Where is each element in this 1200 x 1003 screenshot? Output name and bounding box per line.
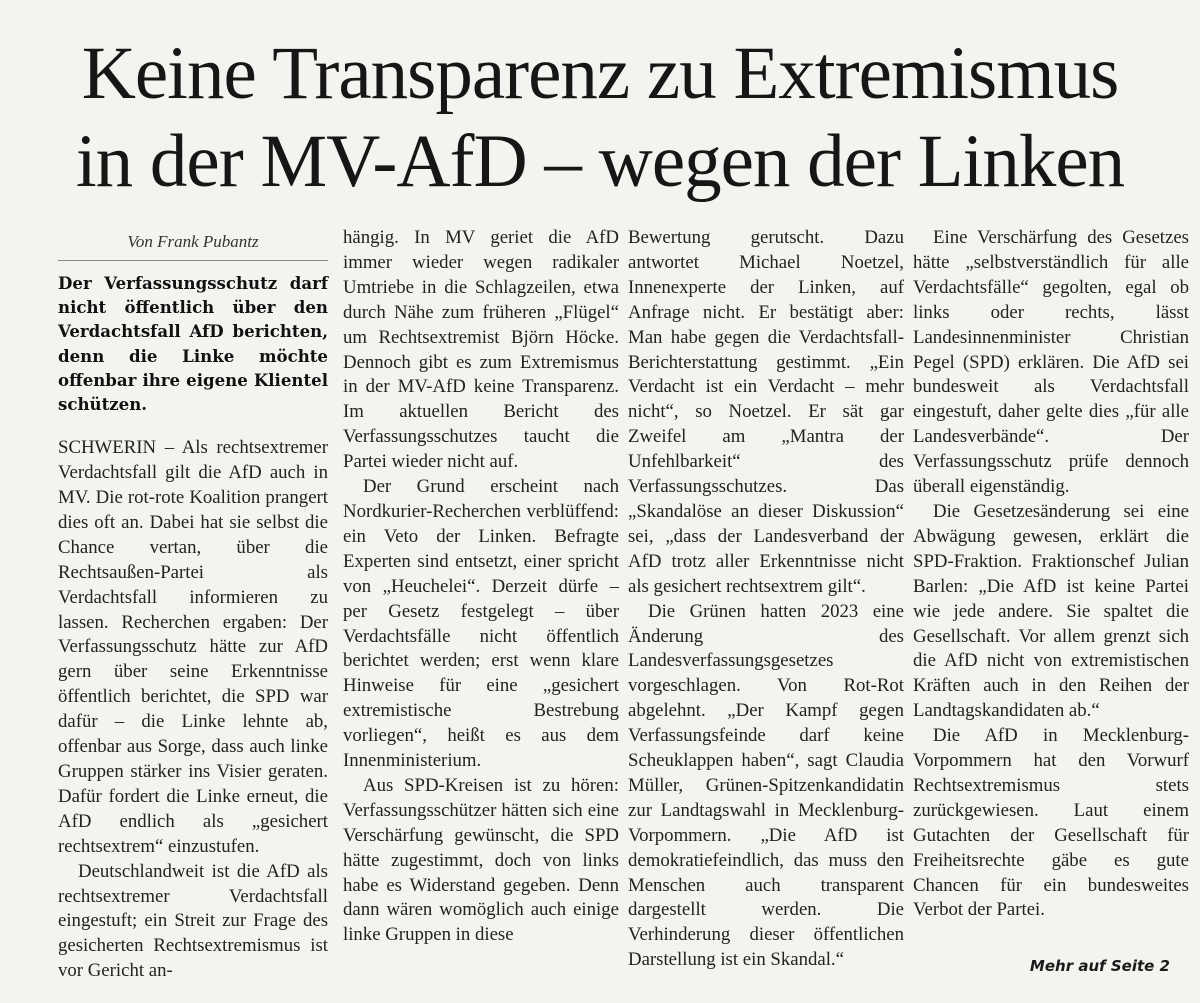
continuation-link[interactable]: Mehr auf Seite 2 bbox=[1029, 957, 1170, 975]
lead-paragraph: Der Verfassungsschutz darf nicht öffentlich über den Verdachtsfall AfD berichten, denn die Linke möchte offenbar ihre eigene Klientel schützen. bbox=[58, 273, 328, 415]
body-paragraph: Die Gesetzesänderung sei eine Abwägung gewesen, erklärt die SPD-Fraktion. Fraktionschef Julian Barlen: „Die AfD ist keine Partei wie jede andere. Sie spaltet die Gesellschaft. Vor allem grenzt sich die AfD nicht von extremistischen Kräften auch in den Reihen der Landtagskandidaten ab.“ bbox=[913, 500, 1189, 722]
article-column-4 bbox=[913, 226, 1189, 976]
body-paragraph: hängig. In MV geriet die AfD immer wieder wegen radikaler Umtriebe in die Schlagzeilen, etwa durch Nähe zum früheren „Flügel“ um Rechtsextremist Björn Höcke. Dennoch gibt es zum Extremismus in der MV-AfD keine Transparenz. Im aktuellen Bericht des Verfassungsschutzes taucht die Partei wieder nicht auf. bbox=[343, 227, 619, 473]
headline-line-1: Keine Transparenz zu Extremismus bbox=[81, 32, 1119, 115]
byline-divider bbox=[58, 260, 328, 261]
body-paragraph: Die AfD in Mecklenburg-Vorpommern hat den Vorwurf Rechtsextremismus stets zurückgewiesen. Laut einem Gutachten der Gesellschaft für Freiheitsrechte gäbe es gute Chancen für ein bundesweites Verbot der Partei. bbox=[913, 725, 1189, 921]
body-paragraph: Bewertung gerutscht. Dazu antwortet Michael Noetzel, Innenexperte der Linken, auf Anfrage nicht. Er bestätigt aber: Man habe gegen die Verdachtsfall-Berichterstattung gestimmt. „Ein Verdacht ist ein Verdacht – mehr nicht“, so Noetzel. Er sät gar Zweifel am „Mantra der Unfehlbarkeit“ des Verfassungsschutzes. Das „Skandalöse an dieser Diskussion“ sei, „dass der Landesverband der AfD trotz aller Erkenntnisse nicht als gesichert rechtsextrem gilt“. bbox=[628, 227, 904, 597]
byline: Von Frank Pubantz bbox=[127, 232, 259, 251]
body-paragraph: Eine Verschärfung des Gesetzes hätte „selbstverständlich für alle Verdachtsfälle“ gegolten, egal ob links oder rechts, lässt Landesinnenminister Christian Pegel (SPD) erklären. Die AfD sei bundesweit als Verdachtsfall eingestuft, daher gelte dies „für alle Landesverbände“. Der Verfassungsschutz prüfe dennoch überall eigenständig. bbox=[913, 227, 1189, 498]
article-column-3 bbox=[628, 226, 904, 976]
article-column-2 bbox=[343, 226, 619, 976]
body-paragraph: Die Grünen hatten 2023 eine Änderung des Landesverfassungsgesetzes vorgeschlagen. Von Rot-Rot abgelehnt. „Der Kampf gegen Verfassungsfeinde darf keine Scheuklappen haben“, sagt Claudia Müller, Grünen-Spitzenkandidatin zur Landtagswahl in Mecklenburg-Vorpommern. „Die AfD ist demokratiefeindlich, das muss den Menschen auch transparent dargestellt werden. Die Verhinderung dieser öffentlichen Darstellung ist ein Skandal.“ bbox=[628, 600, 904, 971]
article-column-1 bbox=[58, 226, 328, 982]
body-paragraph: Der Grund erscheint nach Nordkurier-Recherchen verblüffend: ein Veto der Linken. Befragte Experten sind entsetzt, einer spricht von „Heuchelei“. Derzeit dürfe – per Gesetz festgelegt – über Verdachtsfälle nicht öffentlich berichtet werden; erst wenn klare Hinweise für eine „gesichert extremistische Bestrebung vorliegen“, heißt es aus dem Innenministerium. bbox=[343, 476, 619, 772]
headline-line-2: in der MV-AfD – wegen der Linken bbox=[75, 120, 1125, 203]
body-paragraph: SCHWERIN – Als rechtsextremer Verdachtsfall gilt die AfD auch in MV. Die rot-rote Koalition prangert dies oft an. Dabei hat sie selbst die Chance vertan, über die Rechtsaußen-Partei als Verdachtsfall informieren zu lassen. Recherchen ergaben: Der Verfassungsschutz hätte zur AfD gern über seine Erkenntnisse öffentlich berichtet, die SPD war dafür – die Linke lehnte ab, offenbar aus Sorge, dass auch linke Gruppen stärker ins Visier geraten. Dafür fordert die Linke erneut, die AfD endlich als „gesichert rechtsextrem“ einzustufen. bbox=[58, 437, 328, 857]
body-paragraph: Aus SPD-Kreisen ist zu hören: Verfassungsschützer hätten sich eine Verschärfung gewünscht, die SPD hätte zugestimmt, doch von links habe es Widerstand gegeben. Denn dann wären womöglich auch einige linke Gruppen in diese bbox=[343, 774, 619, 946]
headline bbox=[0, 30, 1200, 206]
body-paragraph: Deutschlandweit ist die AfD als rechtsextremer Verdachtsfall eingestuft; ein Streit zur Frage des gesicherten Rechtsextremismus ist vor Gericht an- bbox=[58, 860, 328, 982]
